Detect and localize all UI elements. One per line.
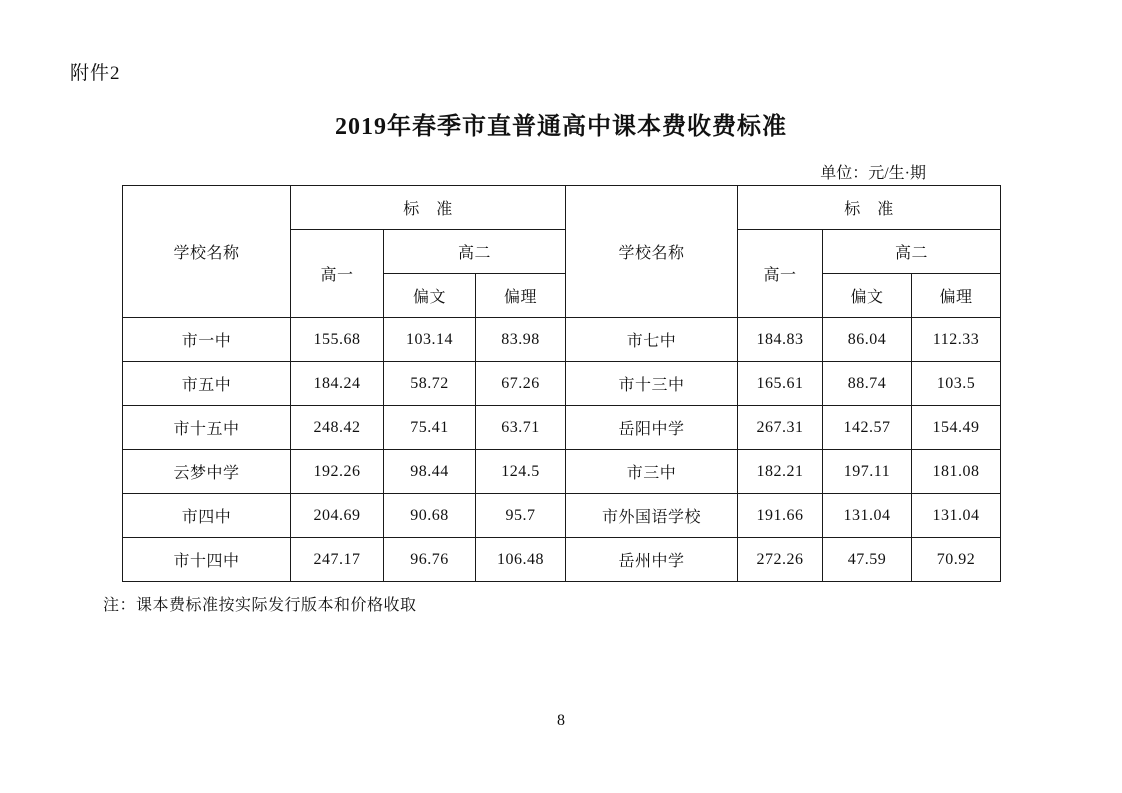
cell-school: 市十五中	[123, 406, 291, 450]
cell-g2-science: 154.49	[912, 406, 1001, 450]
cell-grade1: 204.69	[291, 494, 384, 538]
fee-table	[122, 185, 1001, 582]
cell-g2-science: 70.92	[912, 538, 1001, 582]
cell-g2-science: 67.26	[476, 362, 566, 406]
cell-g2-science: 103.5	[912, 362, 1001, 406]
table-row	[123, 450, 1001, 494]
header-science-right: 偏理	[912, 274, 1001, 318]
header-science-left: 偏理	[476, 274, 566, 318]
cell-g2-science: 124.5	[476, 450, 566, 494]
cell-grade1: 247.17	[291, 538, 384, 582]
header-standard-left: 标 准	[291, 186, 566, 230]
cell-g2-arts: 47.59	[823, 538, 912, 582]
cell-school: 市十三中	[566, 362, 738, 406]
cell-grade1: 248.42	[291, 406, 384, 450]
cell-school: 市一中	[123, 318, 291, 362]
table-row	[123, 318, 1001, 362]
cell-g2-arts: 131.04	[823, 494, 912, 538]
cell-g2-arts: 88.74	[823, 362, 912, 406]
cell-school: 岳州中学	[566, 538, 738, 582]
cell-g2-arts: 98.44	[384, 450, 476, 494]
cell-grade1: 184.83	[738, 318, 823, 362]
page-title: 2019年春季市直普通高中课本费收费标准	[335, 114, 787, 140]
cell-g2-science: 83.98	[476, 318, 566, 362]
cell-g2-arts: 75.41	[384, 406, 476, 450]
page-number: 8	[557, 712, 565, 729]
cell-school: 市七中	[566, 318, 738, 362]
cell-g2-science: 131.04	[912, 494, 1001, 538]
header-arts-right: 偏文	[823, 274, 912, 318]
cell-g2-science: 181.08	[912, 450, 1001, 494]
header-grade1-left: 高一	[291, 230, 384, 318]
cell-g2-science: 63.71	[476, 406, 566, 450]
header-grade2-right: 高二	[823, 230, 1001, 274]
header-standard-right: 标 准	[738, 186, 1001, 230]
cell-school: 云梦中学	[123, 450, 291, 494]
cell-grade1: 191.66	[738, 494, 823, 538]
header-grade1-right: 高一	[738, 230, 823, 318]
header-school-name-left: 学校名称	[123, 186, 291, 318]
cell-grade1: 267.31	[738, 406, 823, 450]
header-school-name-right: 学校名称	[566, 186, 738, 318]
header-row-1	[123, 186, 1001, 230]
cell-grade1: 192.26	[291, 450, 384, 494]
table-row	[123, 538, 1001, 582]
header-grade2-left: 高二	[384, 230, 566, 274]
cell-g2-science: 95.7	[476, 494, 566, 538]
cell-g2-arts: 86.04	[823, 318, 912, 362]
cell-g2-arts: 96.76	[384, 538, 476, 582]
cell-grade1: 182.21	[738, 450, 823, 494]
cell-school: 市五中	[123, 362, 291, 406]
unit-label: 单位：元/生·期	[820, 165, 926, 182]
cell-school: 市四中	[123, 494, 291, 538]
cell-g2-arts: 142.57	[823, 406, 912, 450]
cell-grade1: 155.68	[291, 318, 384, 362]
cell-school: 市外国语学校	[566, 494, 738, 538]
footnote: 注：课本费标准按实际发行版本和价格收取	[103, 597, 417, 614]
cell-grade1: 184.24	[291, 362, 384, 406]
cell-grade1: 165.61	[738, 362, 823, 406]
cell-school: 岳阳中学	[566, 406, 738, 450]
cell-g2-arts: 103.14	[384, 318, 476, 362]
table-row	[123, 362, 1001, 406]
cell-school: 市三中	[566, 450, 738, 494]
cell-grade1: 272.26	[738, 538, 823, 582]
cell-g2-arts: 58.72	[384, 362, 476, 406]
cell-g2-science: 106.48	[476, 538, 566, 582]
cell-g2-science: 112.33	[912, 318, 1001, 362]
cell-g2-arts: 197.11	[823, 450, 912, 494]
header-arts-left: 偏文	[384, 274, 476, 318]
table-row	[123, 406, 1001, 450]
cell-school: 市十四中	[123, 538, 291, 582]
table-row	[123, 494, 1001, 538]
cell-g2-arts: 90.68	[384, 494, 476, 538]
attachment-label: 附件2	[70, 63, 121, 84]
